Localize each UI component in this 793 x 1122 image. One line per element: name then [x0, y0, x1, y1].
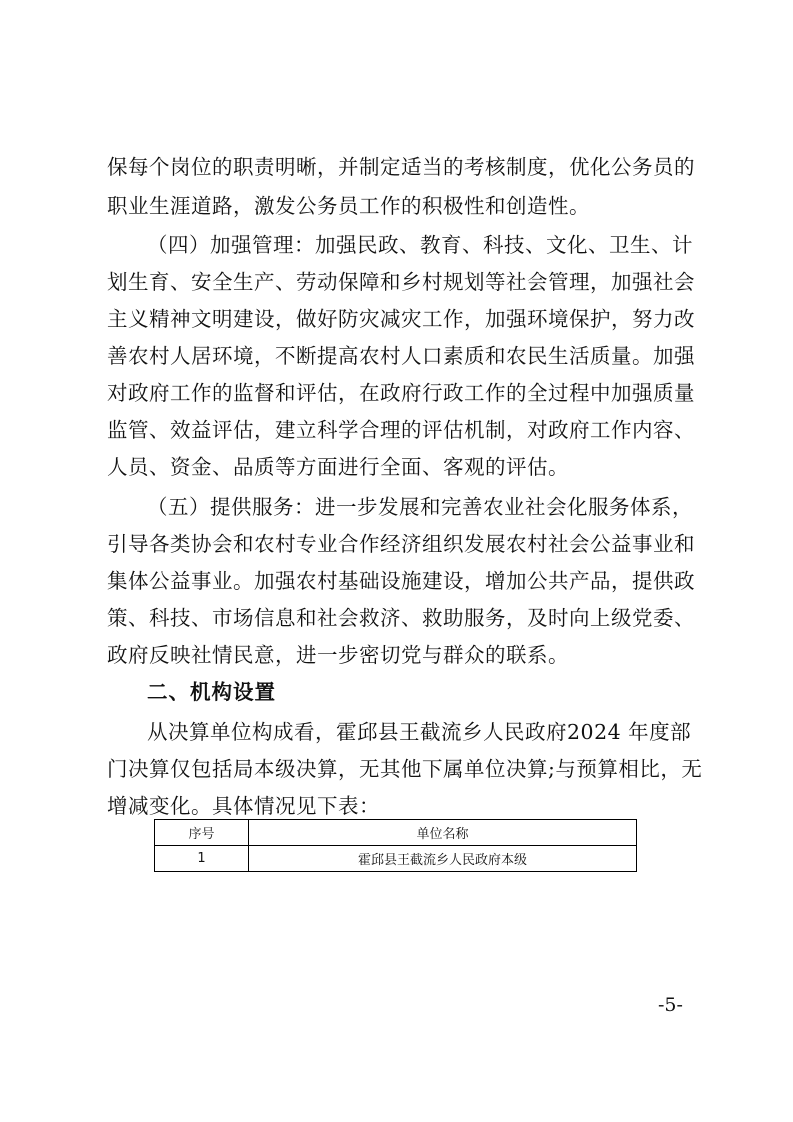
paragraph-1-line-2: 职业生涯道路，激发公务员工作的积极性和创造性。: [107, 194, 590, 218]
paragraph-2-line-4: 善农村人居环境，不断提高农村人口素质和农民生活质量。加强: [107, 344, 695, 368]
paragraph-3-line-3: 集体公益事业。加强农村基础设施建设，增加公共产品，提供政: [107, 569, 695, 593]
table-cell-number: 1: [155, 846, 249, 872]
paragraph-1-line-1: 保每个岗位的职责明晰，并制定适当的考核制度，优化公务员的: [107, 155, 695, 179]
paragraph-2-line-5: 对政府工作的监督和评估，在政府行政工作的全过程中加强质量: [107, 381, 695, 405]
paragraph-2-line-6: 监管、效益评估，建立科学合理的评估机制，对政府工作内容、: [107, 418, 695, 442]
paragraph-2-line-2: 划生育、安全生产、劳动保障和乡村规划等社会管理，加强社会: [107, 270, 695, 294]
section-body-line-2: 门决算仅包括局本级决算，无其他下属单位决算;与预算相比，无: [107, 757, 703, 781]
section-body-line-3: 增减变化。具体情况见下表：: [107, 794, 380, 818]
paragraph-2-line-3: 主义精神文明建设，做好防灾减灾工作，加强环境保护，努力改: [107, 307, 695, 331]
table-cell-unit-name: 霍邱县王截流乡人民政府本级: [249, 846, 637, 872]
table-header-unit-name: 单位名称: [249, 820, 637, 846]
table-row: [155, 846, 637, 872]
unit-table: [154, 819, 637, 872]
paragraph-3-line-4: 策、科技、市场信息和社会救济、救助服务，及时向上级党委、: [107, 606, 695, 630]
paragraph-3-line-5: 政府反映社情民意，进一步密切党与群众的联系。: [107, 643, 569, 667]
section-heading: 二、机构设置: [147, 680, 276, 704]
table-header-number: 序号: [155, 820, 249, 846]
paragraph-3-line-2: 引导各类协会和农村专业合作经济组织发展农村社会公益事业和: [107, 532, 695, 556]
paragraph-2-line-1: （四）加强管理：加强民政、教育、科技、文化、卫生、计: [147, 233, 693, 257]
table-header-row: [155, 820, 637, 846]
page-number: -5-: [658, 994, 683, 1016]
section-body-line-1: 从决算单位构成看，霍邱县王截流乡人民政府2024 年度部: [147, 720, 692, 744]
paragraph-2-line-7: 人员、资金、品质等方面进行全面、客观的评估。: [107, 455, 569, 479]
paragraph-3-line-1: （五）提供服务：进一步发展和完善农业社会化服务体系，: [147, 495, 693, 519]
